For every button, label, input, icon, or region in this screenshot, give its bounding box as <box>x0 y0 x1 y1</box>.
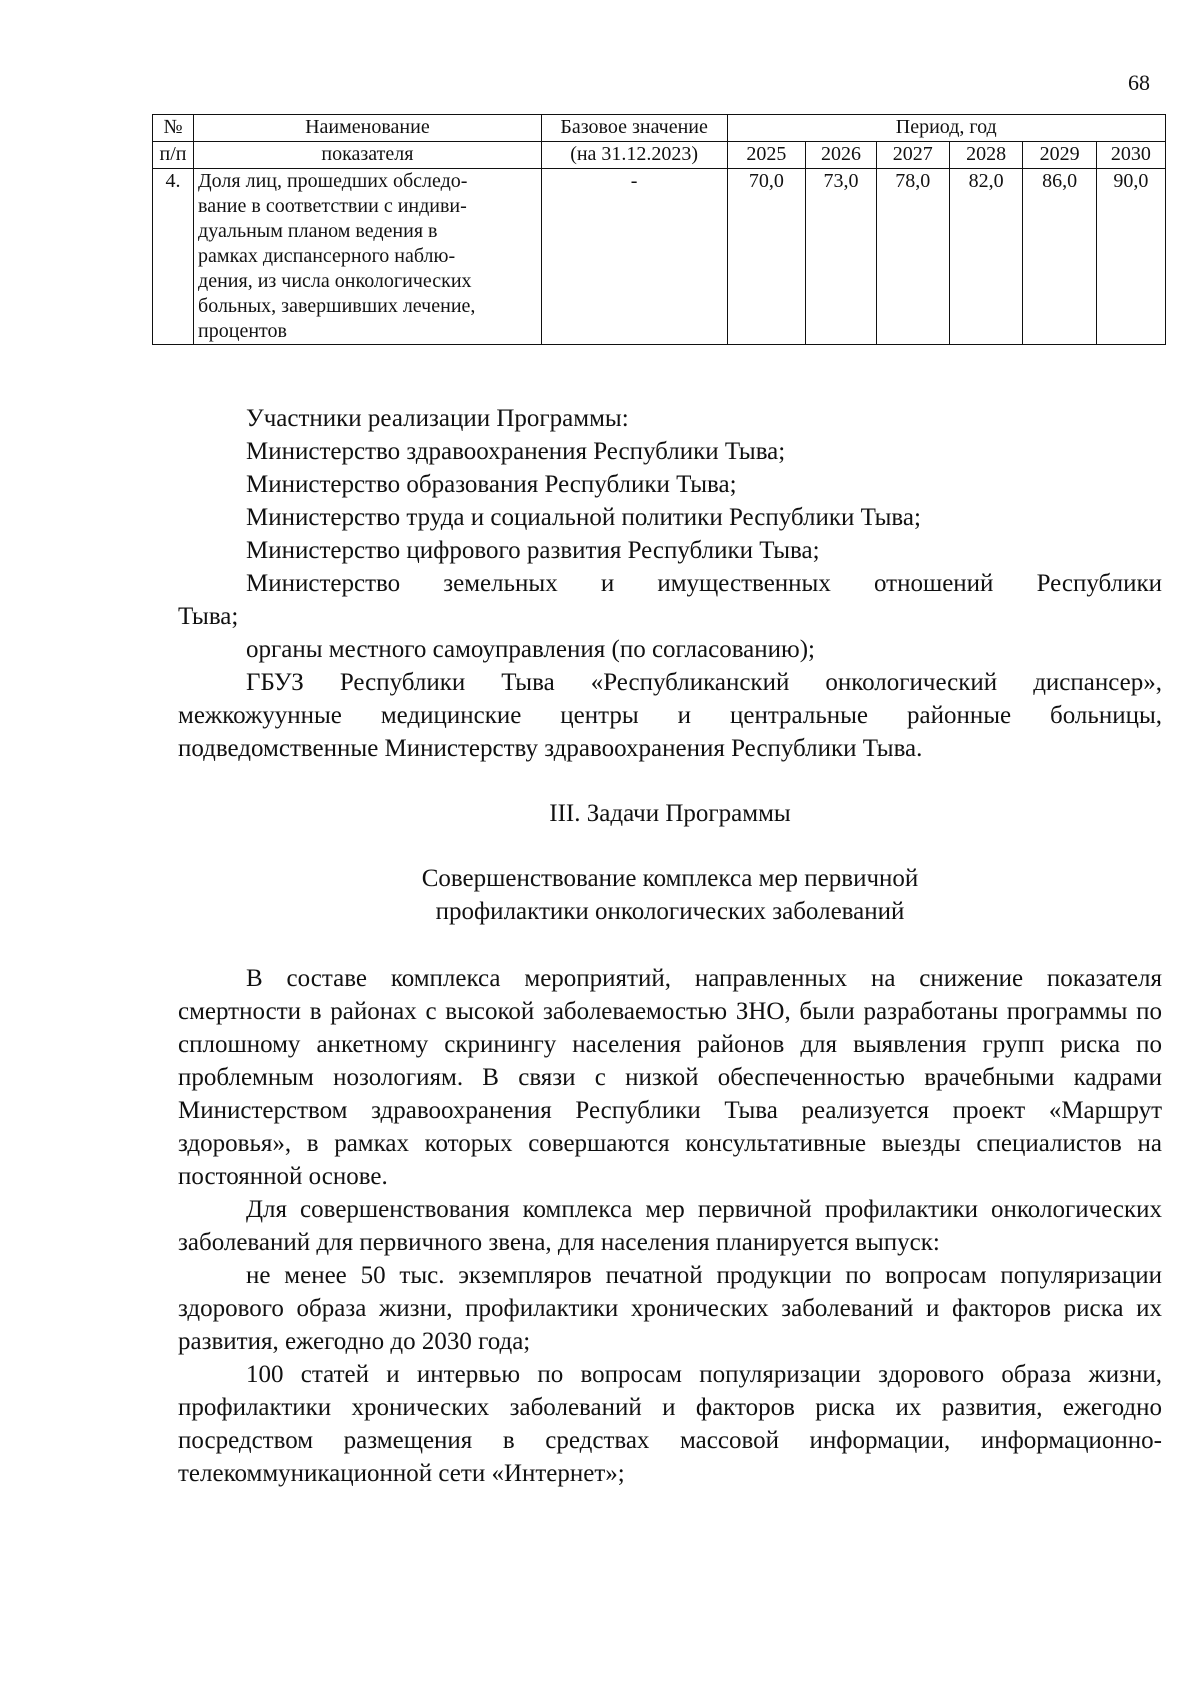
indicator-table <box>152 114 1166 345</box>
header-name: Наименование <box>194 115 542 142</box>
participants-heading: Участники реализации Программы: <box>246 405 629 432</box>
name-line: дения, из числа онкологических <box>198 270 472 292</box>
participant-item: Министерство здравоохранения Республики Тыва; <box>246 438 786 465</box>
header-num: № <box>153 115 194 142</box>
body-paragraph: не менее 50 тыс. экземпляров печатной продукции по вопросам популяризации здорового образа жизни, профилактики хронических заболеваний и факторов риска их развития, ежегодно до 2030 года; <box>178 1262 1162 1355</box>
header-period: Период, год <box>727 115 1165 142</box>
participant-item-land-cont: Тыва; <box>178 603 239 630</box>
body-paragraph: В составе комплекса мероприятий, направленных на снижение показателя смертности в районах с высокой заболеваемостью ЗНО, были разработаны программы по сплошному анкетному скринингу населения районов для выявления групп риска по проблемным нозологиям. В связи с низкой обеспеченностью врачебными кадрами Министерством здравоохранения Республики Тыва реализуется проект «Маршрут здоровья», в рамках которых совершаются консультативные выезды специалистов на постоянной основе. <box>178 965 1162 1190</box>
name-line: процентов <box>198 320 287 342</box>
header-num-sub: п/п <box>153 142 194 169</box>
section-subtitle-block <box>178 862 1162 928</box>
header-year: 2026 <box>806 142 876 169</box>
name-line: дуальным планом ведения в <box>198 220 438 242</box>
name-line: вание в соответствии с индиви- <box>198 195 467 217</box>
row-indicator-name <box>194 169 542 345</box>
row-base-value: - <box>541 169 727 345</box>
header-year: 2029 <box>1023 142 1096 169</box>
body-paragraph: 100 статей и интервью по вопросам популяризации здорового образа жизни, профилактики хронических заболеваний и факторов риска их развития, ежегодно посредством размещения в средствах массовой информации, информационно-телекоммуникационной сети «Интернет»; <box>178 1361 1162 1487</box>
header-year: 2028 <box>949 142 1022 169</box>
row-num: 4. <box>153 169 194 345</box>
row-value: 82,0 <box>949 169 1022 345</box>
participant-item-gbuz: ГБУЗ Республики Тыва «Республиканский онкологический диспансер», межкожуунные медицинские центры и центральные районные больницы, подведомственные Министерству здравоохранения Республики Тыва. <box>178 669 1162 762</box>
row-value: 70,0 <box>727 169 806 345</box>
section-subtitle: профилактики онкологических заболеваний <box>435 898 905 925</box>
name-line: рамках диспансерного наблю- <box>198 245 456 267</box>
name-line: Доля лиц, прошедших обследо- <box>198 170 468 192</box>
participant-item: Министерство образования Республики Тыва; <box>246 471 737 498</box>
section-subtitle: Совершенствование комплекса мер первичной <box>421 865 919 892</box>
header-year: 2030 <box>1096 142 1165 169</box>
header-year: 2027 <box>876 142 949 169</box>
table-row <box>153 169 1166 345</box>
table-header-row-2 <box>153 142 1166 169</box>
header-year: 2025 <box>727 142 806 169</box>
participants-block <box>178 402 1162 765</box>
header-base-sub: (на 31.12.2023) <box>541 142 727 169</box>
participant-item: Министерство труда и социальной политики Республики Тыва; <box>246 504 921 531</box>
row-value: 90,0 <box>1096 169 1165 345</box>
section-heading-block <box>178 797 1162 830</box>
row-value: 73,0 <box>806 169 876 345</box>
body-paragraph: Для совершенствования комплекса мер первичной профилактики онкологических заболеваний для первичного звена, для населения планируется выпуск: <box>178 1196 1162 1256</box>
row-value: 86,0 <box>1023 169 1096 345</box>
row-value: 78,0 <box>876 169 949 345</box>
participant-item-land: Министерство земельных и имущественных отношений Республики <box>246 570 1162 597</box>
body-paragraphs <box>178 962 1162 1490</box>
table-header-row-1 <box>153 115 1166 142</box>
name-line: больных, завершивших лечение, <box>198 295 476 317</box>
participant-item-local: органы местного самоуправления (по согласованию); <box>246 636 815 663</box>
header-base: Базовое значение <box>541 115 727 142</box>
header-name-sub: показателя <box>194 142 542 169</box>
participant-item: Министерство цифрового развития Республики Тыва; <box>246 537 820 564</box>
section-title: III. Задачи Программы <box>549 800 791 827</box>
page-number: 68 <box>1128 70 1150 95</box>
